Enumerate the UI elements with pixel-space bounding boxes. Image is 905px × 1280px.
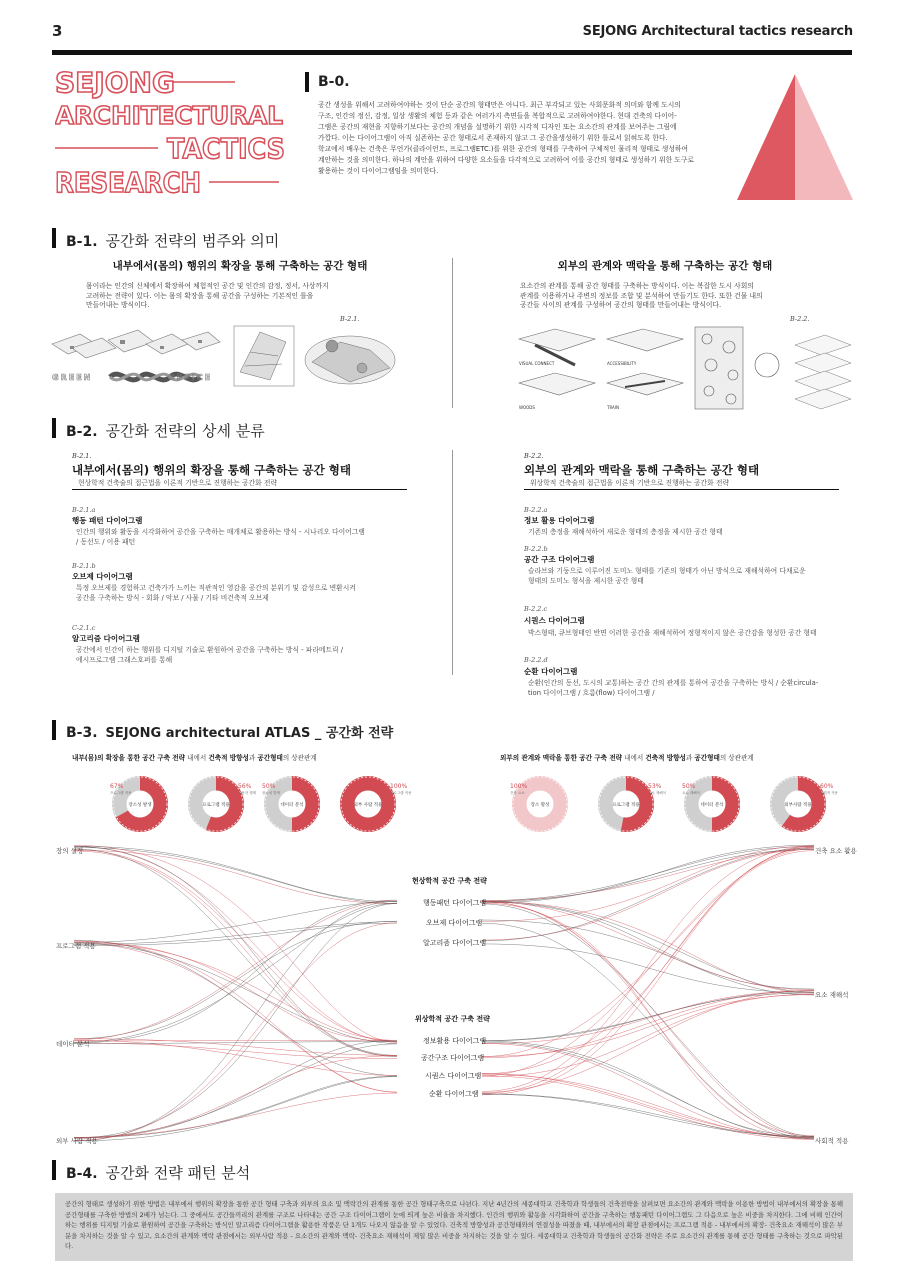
donut-chart xyxy=(340,776,412,832)
flow-group-head: 현상학적 공간 구축 전략 xyxy=(412,877,487,885)
flow-line xyxy=(482,849,814,901)
b2-left-item-code: B-2.1.b xyxy=(72,562,96,570)
donut-tag: 프로그램 적용 xyxy=(390,791,412,795)
b2-right-item-title: 순환 다이어그램 xyxy=(524,667,578,676)
figure-word-train: TRAIN xyxy=(607,405,619,410)
b1-left-body: 몸이라는 인간의 신체에서 확장하여 체험적인 공간 및 인간의 감정, 정서, 사상까지 고려하는 전략이 있다. 이는 몸의 확장을 통해 공간을 구성하는 기본적인 틀을 만들어내는 방식이다. xyxy=(86,282,329,309)
flow-line xyxy=(74,846,397,902)
flow-line xyxy=(482,847,814,1093)
flow-line xyxy=(482,990,814,1092)
donut-chart xyxy=(598,776,666,832)
flow-left-node: 프로그램 적용 xyxy=(56,942,96,950)
b2-right-item-title: 시퀀스 다이어그램 xyxy=(524,616,585,625)
b0-number: B-0. xyxy=(318,74,350,90)
donut-pct: 50% xyxy=(682,783,696,790)
b2-right-item-desc: 순환(인간의 동선, 도시의 교통)하는 공간 간의 관계를 통하여 공간을 구축하는 방식 / 순환circula- tion 다이어그램 / 흐름(flow) 다이어그램 / xyxy=(528,679,819,697)
b2-right-rule xyxy=(524,489,839,490)
donut-label: 외부 사람 적용 xyxy=(353,803,383,808)
figure-word-woods: WOODS xyxy=(519,405,535,410)
b3-left-caption: 내부(몸)의 확장을 통한 공간 구축 전략 내에서 건축적 방향성과 공간형태의 상관관계 xyxy=(72,754,317,762)
flow-line xyxy=(74,923,397,946)
donut-tag: 장소성 발생 xyxy=(262,791,281,795)
flow-line xyxy=(482,923,814,1138)
b2-left-rule xyxy=(72,489,407,490)
donut-label: 데이터 분석 xyxy=(700,803,724,808)
b3-bar xyxy=(52,720,56,740)
logo-line-2: ARCHITECTURAL xyxy=(55,101,284,130)
flow-right-node: 사회적 적용 xyxy=(815,1137,849,1145)
figure-word-access: ACCESSIBILITY xyxy=(607,361,637,366)
b0-bar xyxy=(305,72,309,92)
b4-body: 공간의 형태로 생성하기 위한 방법은 내부에서 행위의 확장을 통한 공간 형태 구축과 외부의 요소 및 맥락간의 관계를 통한 공간 형태구축으로 나뉜다. 지난 4년간의 세종대학교 건축학과 학생들의 건축전략을 살펴보면 요소간의 관계와 맥락을 이용한 방법이 내부에서의 확장을 통해 공간형태를 구축한 방법의 2배가 넘는다. 그 중에서도 공간들끼리의 관계를 구조로 나타내는 공간 구조 다이어그램이 눈에 띄게 높은 비율을 차지했다. 인간의 행위와 활동을 시각화하여 공간을 구축하는 행동패턴 다이어그램도 그 다음으로 높은 비중을 차지한다. 그에 비해 인간이 하는 행위를 디지털 기술로 환원하여 공간을 구축하는 방식인 알고리즘 다이어그램을 활용한 작품은 단 1개도 나오지 않음을 알 수 있었다. 건축적 방향성과 공간형태와의 연결성을 따졌을 때, 내부에서의 확장 관점에서는 프로그램 적용 - 내부에서의 확장- 건축요소 재해석이 많은 부분을 차지하는 것을 알 수 있고, 요소간의 관계와 맥락 관점에서는 외부사람 적용 - 요소간의 관계와 맥락- 건축요소 재해석이 제일 많은 비중을 차지하는 것을 알 수 있다. 세종대학교 건축학과 학생들의 공간화 전략은 주로 요소간의 관계를 통해 공간 형태를 구축하는 것으로 파악된다. xyxy=(55,1193,853,1261)
flow-left-node: 데이터 분석 xyxy=(56,1040,90,1048)
flow-line xyxy=(74,943,397,1044)
flow-line xyxy=(482,1042,814,1139)
logo-line-1: SEJONG xyxy=(55,66,175,99)
flow-mid-item: 공간구조 다이어그램 xyxy=(421,1054,485,1062)
b2-left-code: B-2.1. xyxy=(72,452,92,460)
b3-left-donuts xyxy=(80,772,430,834)
b4-bar xyxy=(52,1160,56,1180)
b0-body: 공간 생성을 위해서 고려하여야하는 것이 단순 공간의 형태만은 아니다. 최근 부각되고 있는 사회문화적 의미와 함께 도시의 구조, 인간의 정신, 감정, 일상 생활의 체험 등과 같은 여러가지 측면들을 복합적으로 고려하여야한다. 현대 건축의 다이어- 그램은 공간의 재현을 지향하기보다는 공간의 개념을 설명하기 위한 시각적 디자인 또는 요소간의 관계를 보여주는 그림에 가깝다. 이는 다이어그램이 아직 실존하는 공간 형태로서 존재하지 않고 그 공간을생성하기 위한 틀로서 읽혀도록 한다. 학교에서 배우는 건축은 무언가(클라이언트, 프로그램ETC.)를 위한 공간의 형태를 구축하여 구체적인 물리적 형태로 생성하여 계안하는 것을 의미한다. 하나의 계안을 위하여 다양한 요소들을 다각적으로 고려하여 이를 공간의 형태로 생성하기 위한 도구로 활용하는 것이 다이어그램임을 의미한다. xyxy=(318,101,694,175)
logo-line-4: RESEARCH xyxy=(55,166,201,199)
b4-title: B-4. 공간화 전략 패턴 분석 xyxy=(66,1164,251,1182)
flow-line xyxy=(482,990,814,1057)
donut-label: 장소 활성 xyxy=(530,803,550,808)
running-title: SEJONG Architectural tactics research xyxy=(582,24,853,39)
flow-mid-item: 알고리즘 다이어그램 xyxy=(423,939,487,947)
flow-line xyxy=(74,846,397,1055)
flow-line xyxy=(74,847,397,903)
donut-pct: 100% xyxy=(390,783,408,790)
donut-pct: 53% xyxy=(648,783,662,790)
flow-left-node: 장의 설정 xyxy=(56,847,84,855)
b1-right-figure-label: B-2.2. xyxy=(790,315,810,323)
donut-label: 데이터 분석 xyxy=(280,803,304,808)
b2-left-item-title: 알고리즘 다이어그램 xyxy=(72,634,140,643)
flow-line xyxy=(74,943,397,1092)
b1-left-figure-label: B-2.1. xyxy=(340,315,360,323)
flow-line xyxy=(74,941,397,1092)
flow-line xyxy=(482,991,814,1041)
donut-pct: 67% xyxy=(110,783,124,790)
b2-bar xyxy=(52,418,56,438)
b2-left-sub: 현상학적 건축술의 접근법을 이론적 기반으로 진행하는 공간화 전략 xyxy=(78,479,277,487)
donut-label: 외부사람 적용 xyxy=(784,803,812,808)
b2-left-item-title: 행동 패턴 다이어그램 xyxy=(72,516,143,525)
b3-right-caption: 외부의 관계와 맥락을 통한 공간 구축 전략 내에서 건축적 방향성과 공간형태의 상관관계 xyxy=(500,754,754,762)
flow-right-node: 요소 재해석 xyxy=(815,991,849,999)
donut-pct: 50% xyxy=(262,783,276,790)
top-rule xyxy=(52,50,852,55)
donut-tag: 프로그램 적용 xyxy=(110,791,132,795)
donut-chart xyxy=(262,776,320,832)
b2-right-item-code: B-2.2.c xyxy=(524,605,548,613)
flow-mid-item: 순환 다이어그램 xyxy=(429,1090,479,1098)
flow-line xyxy=(482,846,814,1057)
flow-lines-left xyxy=(74,845,397,1141)
flow-line xyxy=(74,850,397,903)
b2-left-item-title: 오브제 다이어그램 xyxy=(72,572,133,581)
b1-right-body: 요소간의 관계를 통해 공간 형태를 구축하는 방식이다. 이는 복잡한 도시 사회의 관계를 이용하거나 주변의 정보를 조합 및 분석하여 만들기도 한다. 또한 건물 내의 공간들 사이의 관계를 구성하여 공간의 형태를 만들어내는 방식이다. xyxy=(520,282,763,309)
b2-left-item-code: C-2.1.c xyxy=(72,624,96,632)
donut-chart xyxy=(682,776,740,832)
flow-right-node: 건축 요소 활용 xyxy=(815,847,857,855)
b1-right-figures xyxy=(515,325,855,415)
flow-mid-item: 시퀀스 다이어그램 xyxy=(425,1072,482,1080)
flow-line xyxy=(482,851,814,1095)
b2-right-code: B-2.2. xyxy=(524,452,544,460)
donut-chart xyxy=(510,776,568,832)
b2-right-item-desc: 슬라브와 기둥으로 이루어진 도미노 형태를 기존의 형태가 아닌 방식으로 재해석하여 다채로운 형태의 도미노 형식을 제시한 공간 형태 xyxy=(528,567,806,585)
b2-right-item-code: B-2.2.a xyxy=(524,506,548,514)
b2-right-item-title: 정보 활용 다이어그램 xyxy=(524,516,595,525)
flow-line xyxy=(74,851,397,1056)
donut-tag: 사용자 행태 xyxy=(238,791,257,795)
flow-line xyxy=(74,1039,397,1056)
b2-divider xyxy=(452,450,453,675)
flow-line xyxy=(482,903,814,1139)
flow-left-node: 외부 사람 적용 xyxy=(56,1137,98,1145)
donut-tag: 요소 재해석 xyxy=(648,791,667,795)
b3-right-donuts xyxy=(500,772,840,834)
b2-right-item-desc: 기존의 층정을 재해석하여 새로운 형태의 층정을 제시한 공간 형태 xyxy=(528,528,723,536)
sejong-logo xyxy=(55,64,290,204)
b2-right-item-code: B-2.2.d xyxy=(524,656,548,664)
donut-tag: 사회적 적용 xyxy=(820,791,839,795)
b1-right-heading: 외부의 관계와 맥락을 통해 구축하는 공간 형태 xyxy=(557,260,773,272)
flow-line xyxy=(482,901,814,993)
b1-title: B-1. 공간화 전략의 범주와 의미 xyxy=(66,232,280,250)
donut-pct: 100% xyxy=(510,783,528,790)
flow-mid-item: 행동패턴 다이어그램 xyxy=(423,899,487,907)
triangle-graphic xyxy=(735,72,855,204)
b1-left-heading: 내부에서(몸의) 행위의 확장을 통해 구축하는 공간 형태 xyxy=(112,260,368,272)
flow-line xyxy=(74,1040,397,1041)
b2-left-item-code: B-2.1.a xyxy=(72,506,96,514)
b2-right-sub: 위상학적 건축술의 접근법을 이론적 기반으로 진행하는 공간화 전략 xyxy=(530,479,729,487)
donut-chart xyxy=(188,776,256,832)
flow-line xyxy=(74,942,397,1040)
flow-line xyxy=(482,845,814,903)
flow-line xyxy=(74,1093,397,1137)
flow-mid-item: 오브제 다이어그램 xyxy=(426,919,483,927)
page-number: 3 xyxy=(52,22,63,40)
b3-title: B-3. SEJONG architectural ATLAS _ 공간화 전략 xyxy=(66,725,394,741)
figure-word-office: OFFICE xyxy=(168,373,213,382)
donut-tag: 건축 요소 xyxy=(510,791,525,795)
b2-right-item-code: B-2.2.b xyxy=(524,545,548,553)
flow-line xyxy=(482,920,814,995)
b2-right-item-title: 공간 구조 다이어그램 xyxy=(524,555,595,564)
b2-left-item-desc: 공간에서 인간이 하는 행위를 디지털 기술로 환원하여 공간을 구축하는 방식 - 파라메트릭 / 에시프로그램 그래스호퍼를 통해 xyxy=(76,646,344,664)
b1-divider xyxy=(452,258,453,408)
flow-line xyxy=(482,1094,814,1138)
flow-line xyxy=(482,994,814,1077)
flow-line xyxy=(482,901,814,992)
b2-right-heading: 외부의 관계와 맥락을 통해 구축하는 공간 형태 xyxy=(524,463,760,477)
flow-line xyxy=(482,1043,814,1138)
flow-line xyxy=(482,1074,814,1138)
flow-line xyxy=(482,847,814,901)
donut-label: 프로그램 적용 xyxy=(202,803,230,808)
b2-left-item-desc: 인간의 행위와 활동을 시각화하여 공간을 구축하는 매개체로 활용하는 방식 - 시나리오 다이어그램 / 동선도 / 이용 패턴 xyxy=(76,528,365,546)
b2-right-item-desc: 박스형태, 큐브형태인 반면 이러한 공간을 재해석하여 정형적이지 않은 공간감을 형성한 공간 형태 xyxy=(528,629,817,637)
b2-title: B-2. 공간화 전략의 상세 분류 xyxy=(66,422,265,440)
flow-mid-item: 정보활용 다이어그램 xyxy=(423,1037,487,1045)
figure-word-green: GREEN xyxy=(52,373,93,382)
flow-line xyxy=(74,1076,397,1138)
flow-line xyxy=(74,900,397,1040)
donut-chart xyxy=(110,776,168,832)
flow-line xyxy=(74,1077,397,1141)
logo-line-3: TACTICS xyxy=(167,132,285,165)
flow-group-head: 위상학적 공간 구축 전략 xyxy=(415,1015,490,1023)
flow-line xyxy=(74,923,397,1140)
b1-bar xyxy=(52,228,56,248)
b1-left-figures xyxy=(50,322,420,390)
donut-label: 프로그램 적용 xyxy=(612,803,640,808)
b2-left-heading: 내부에서(몸의) 행위의 확장을 통해 구축하는 공간 형태 xyxy=(72,463,351,477)
flow-line xyxy=(74,941,397,1041)
donut-label: 장소성 발생 xyxy=(128,803,152,808)
donut-pct: 56% xyxy=(238,783,252,790)
donut-pct: 60% xyxy=(820,783,834,790)
donut-chart xyxy=(770,776,839,832)
b2-left-item-desc: 특정 오브제를 경험하고 건축가가 느끼는 직관적인 영감을 공간의 분위기 및 감성으로 변환시켜 공간을 구축하는 방식 - 회화 / 악보 / 사물 / 기타 비건축적 오브제 xyxy=(76,584,356,602)
donut-tag: 요소 재해석 xyxy=(682,791,701,795)
flow-line xyxy=(74,849,397,1057)
flow-lines-right xyxy=(482,845,814,1139)
figure-word-visual: VISUAL CONNECT xyxy=(519,361,555,366)
